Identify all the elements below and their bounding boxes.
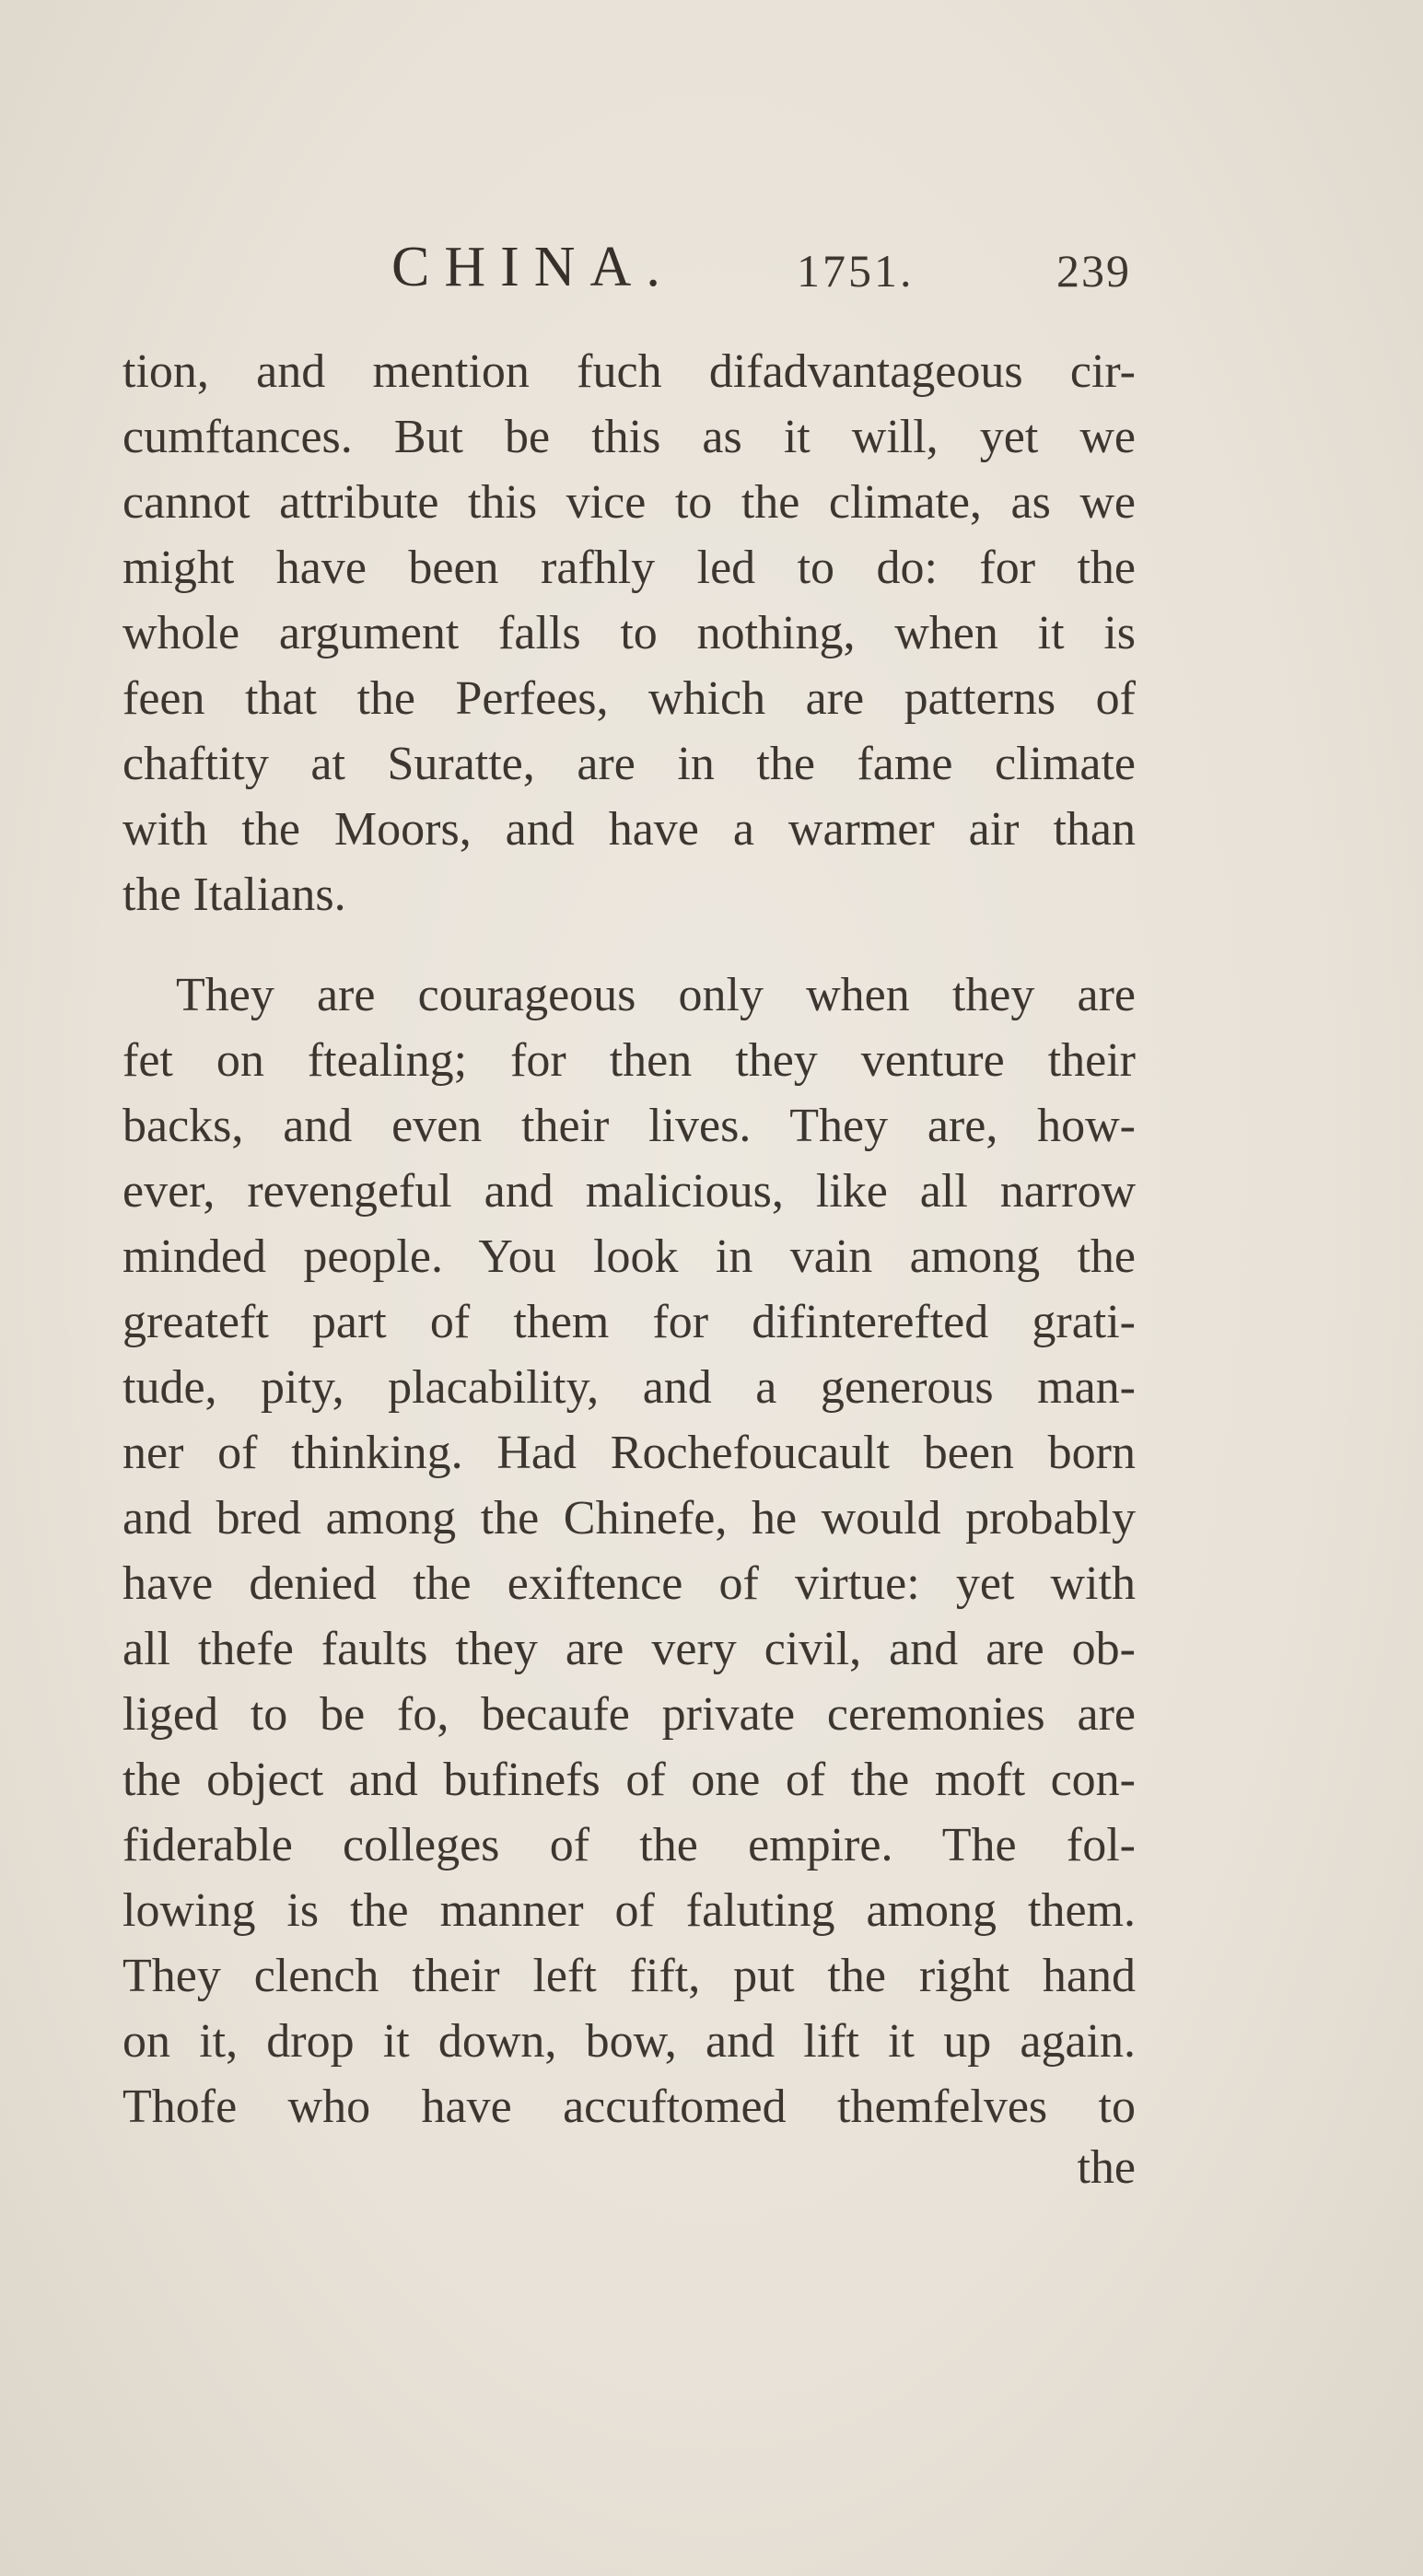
text-line: ner of thinking. Had Rochefoucault been born [122,1427,1136,1479]
text-line: and bred among the Chinefe, he would probably [122,1492,1136,1544]
text-line: cannot attribute this vice to the climate, as we [122,476,1136,529]
text-line: might have been rafhly led to do: for the [122,542,1136,594]
header-year: 1751. [797,245,915,297]
catchword: the [1077,2141,1136,2194]
text-line: lowing is the manner of faluting among them. [122,1884,1136,1937]
text-line: the object and bufinefs of one of the moft con- [122,1754,1136,1806]
page-header [0,235,1423,318]
text-line: cumftances. But be this as it will, yet we [122,411,1136,463]
running-title: CHINA. [391,236,675,298]
text-line: backs, and even their lives. They are, how- [122,1100,1136,1152]
catchword-block [122,2135,1136,2200]
text-line: Thofe who have accuftomed themfelves to [122,2081,1136,2133]
text-line: chaftity at Suratte, are in the fame climate [122,738,1136,790]
text-line: all thefe faults they are very civil, and are ob- [122,1623,1136,1675]
text-line: tion, and mention fuch difadvantageous cir- [122,345,1136,398]
text-line: whole argument falls to nothing, when it is [122,607,1136,659]
text-line: minded people. You look in vain among the [122,1230,1136,1283]
text-line: tude, pity, placability, and a generous man- [122,1361,1136,1414]
text-line: greateft part of them for difinterefted grati- [122,1296,1136,1348]
text-line: on it, drop it down, bow, and lift it up again. [122,2015,1136,2068]
text-line: They clench their left fift, put the right hand [122,1950,1136,2002]
text-line: with the Moors, and have a warmer air than [122,803,1136,856]
text-line: the Italians. [122,868,346,921]
text-line: They are courageous only when they are [176,969,1136,1021]
paragraph-1 [122,339,1136,927]
text-line: ever, revengeful and malicious, like all narrow [122,1165,1136,1218]
text-line: fet on ftealing; for then they venture their [122,1034,1136,1087]
text-line: liged to be fo, becaufe private ceremonies are [122,1688,1136,1741]
text-line: feen that the Perfees, which are patterns of [122,672,1136,725]
page-number: 239 [1056,245,1131,297]
text-line: have denied the exiftence of virtue: yet with [122,1557,1136,1610]
paragraph-2 [122,962,1136,2139]
text-line: fiderable colleges of the empire. The fol- [122,1819,1136,1871]
